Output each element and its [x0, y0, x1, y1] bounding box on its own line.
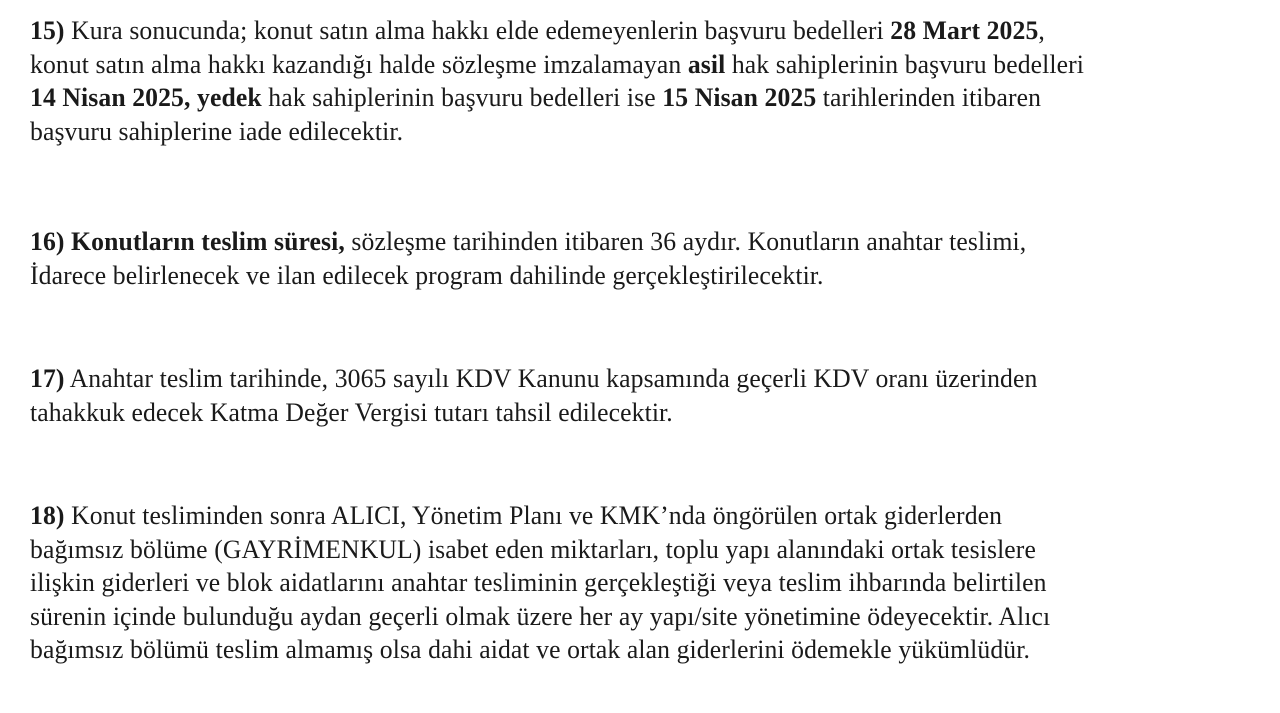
text-line	[30, 533, 1255, 567]
item-number: 15)	[30, 16, 65, 45]
text-run: başvuru sahiplerine iade edilecektir.	[30, 116, 404, 146]
text-line	[30, 48, 1255, 82]
paragraph-16	[30, 225, 1270, 292]
text-line	[30, 362, 1255, 396]
text-run: bağımsız bölüme (GAYRİMENKUL) isabet eden miktarları, toplu yapı alanındaki ortak tesislere	[30, 534, 1036, 564]
text-run: konut satın alma hakkı kazandığı halde sözleşme imzalamayan	[30, 49, 688, 79]
text-run: hak sahiplerinin başvuru bedelleri ise	[261, 83, 663, 112]
text-run: tarihlerinden itibaren	[816, 83, 1042, 112]
paragraph-17	[30, 362, 1270, 429]
text-run: sürenin içinde bulunduğu aydan geçerli olmak üzere her ay yapı/site yönetimine ödeyecektir. Alıcı	[30, 601, 1051, 631]
text-run: İdarece belirlenecek ve ilan edilecek program dahilinde gerçekleştirilecektir.	[30, 260, 824, 290]
text-run: Kura sonucunda; konut satın alma hakkı elde edemeyenlerin başvuru bedelleri	[64, 16, 891, 45]
text-run: Konut tesliminden sonra ALICI, Yönetim Planı ve KMK’nda öngörülen ortak giderlerden	[64, 501, 1003, 530]
text-run: bağımsız bölümü teslim almamış olsa dahi aidat ve ortak alan giderlerini ödemekle yükümlüdür.	[30, 635, 1030, 664]
text-line	[30, 396, 1255, 430]
paragraph-18	[30, 499, 1270, 667]
text-line	[30, 81, 1255, 115]
text-line	[30, 499, 1255, 533]
item-number: 18)	[30, 501, 65, 530]
text-line	[30, 566, 1255, 600]
item-number: 17)	[30, 364, 65, 393]
text-run: hak sahiplerinin başvuru bedelleri	[725, 49, 1085, 79]
text-run: ilişkin giderleri ve blok aidatlarını anahtar tesliminin gerçekleştiği veya teslim ihbarında belirtilen	[30, 568, 1047, 597]
text-run: Anahtar teslim tarihinde, 3065 sayılı KDV Kanunu kapsamında geçerli KDV oranı üzerinden	[64, 364, 1038, 393]
text-line	[30, 115, 1255, 149]
date-bold: 14 Nisan 2025, yedek	[30, 83, 262, 112]
text-run: ,	[1038, 16, 1045, 45]
text-run: sözleşme tarihinden itibaren 36 aydır. Konutların anahtar teslimi,	[344, 227, 1027, 256]
paragraph-15	[30, 14, 1270, 148]
text-line	[30, 633, 1255, 667]
text-line	[30, 259, 1255, 293]
date-bold: 15 Nisan 2025	[662, 83, 817, 112]
text-run: tahakkuk edecek Katma Değer Vergisi tutarı tahsil edilecektir.	[30, 397, 673, 427]
date-bold: 28 Mart 2025	[890, 16, 1039, 45]
text-line	[30, 14, 1255, 48]
text-line	[30, 600, 1255, 634]
item-heading: 16) Konutların teslim süresi,	[30, 227, 345, 256]
text-line	[30, 225, 1255, 259]
term-bold: asil	[687, 49, 726, 79]
